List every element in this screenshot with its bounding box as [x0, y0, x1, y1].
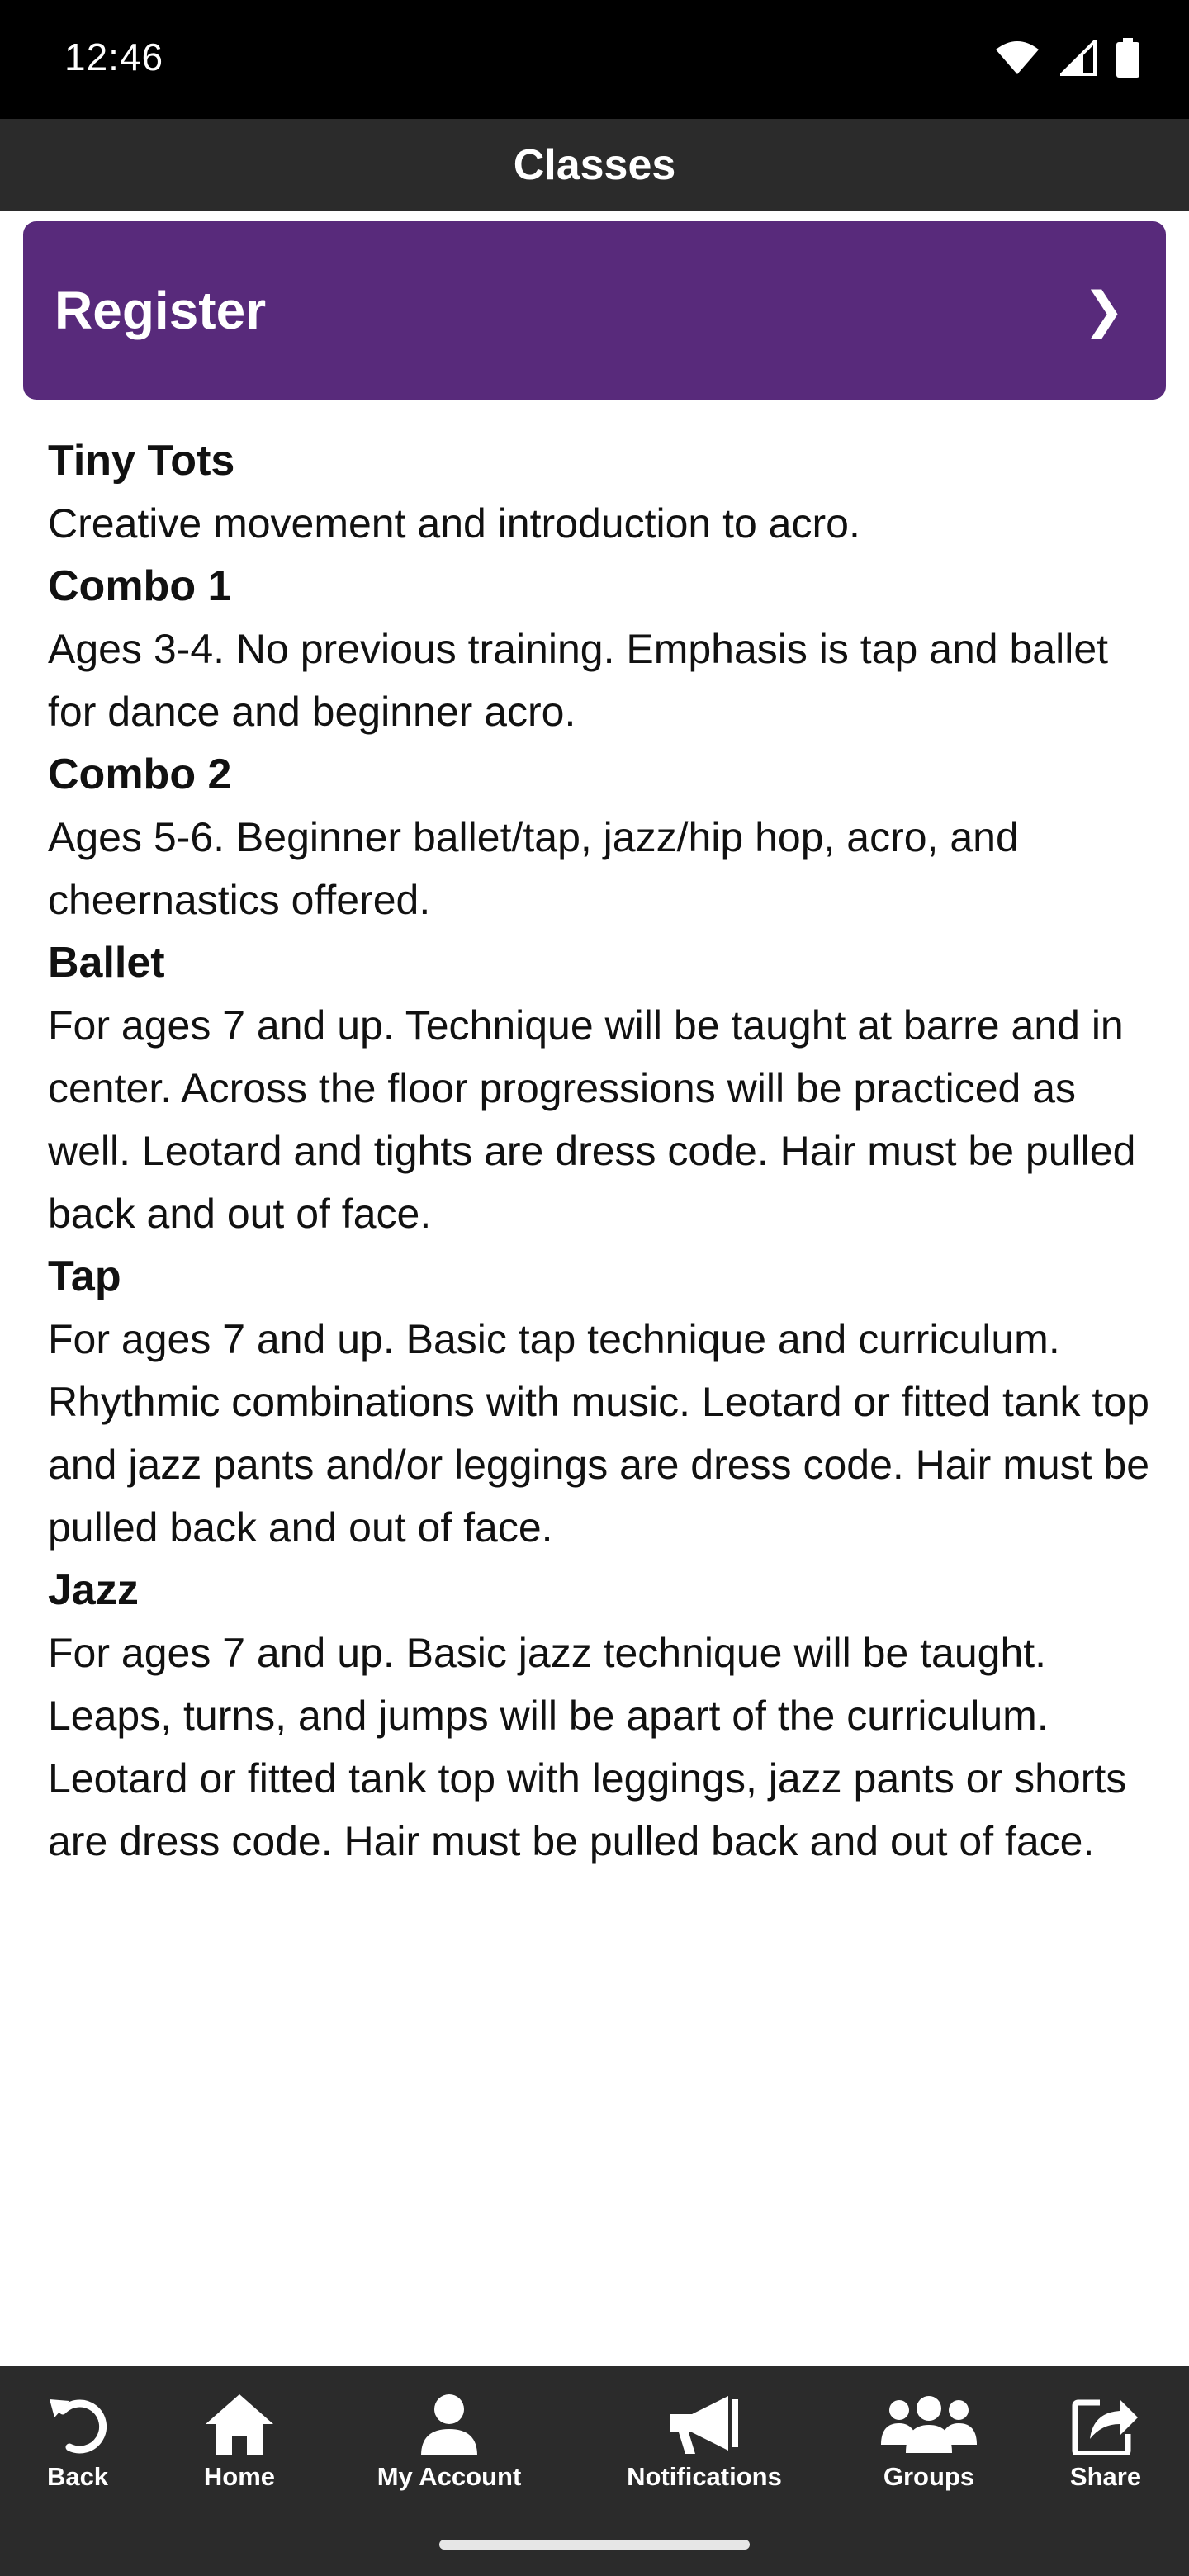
section-title-ballet: Ballet	[48, 939, 165, 987]
nav-groups[interactable]	[875, 2366, 983, 2507]
nav-notifications[interactable]	[611, 2366, 798, 2507]
nav-share[interactable]	[1060, 2366, 1151, 2507]
section-title-tiny-tots: Tiny Tots	[48, 437, 235, 485]
nav-back[interactable]	[33, 2366, 122, 2507]
megaphone-icon	[667, 2393, 741, 2455]
share-icon	[1072, 2393, 1139, 2455]
home-indicator[interactable]	[439, 2540, 750, 2550]
section-title-jazz: Jazz	[48, 1566, 139, 1614]
bottom-nav	[0, 2366, 1189, 2507]
back-arrow-icon	[45, 2393, 111, 2455]
section-body-tiny-tots: Creative movement and introduction to acro.	[48, 500, 860, 547]
section-body-combo-2: Ages 5-6. Beginner ballet/tap, jazz/hip hop, acro, and cheernastics offered.	[48, 814, 1019, 923]
signal-icon	[1060, 40, 1097, 76]
page-title: Classes	[513, 141, 676, 189]
register-label: Register	[54, 281, 267, 340]
section-title-tap: Tap	[48, 1252, 121, 1300]
nav-my-account[interactable]	[360, 2366, 538, 2507]
nav-groups-label: Groups	[883, 2462, 975, 2491]
groups-icon	[881, 2395, 977, 2453]
status-bar	[0, 0, 1189, 119]
register-button[interactable]	[23, 221, 1166, 400]
section-body-combo-1: Ages 3-4. No previous training. Emphasis is tap and ballet for dance and beginner acro.	[48, 626, 1109, 735]
status-icons	[994, 38, 1139, 78]
status-time: 12:46	[64, 36, 164, 78]
title-bar	[0, 119, 1189, 211]
battery-icon	[1116, 38, 1139, 78]
chevron-right-icon: ❯	[1082, 282, 1125, 338]
nav-notifications-label: Notifications	[627, 2462, 782, 2491]
section-title-combo-1: Combo 1	[48, 562, 232, 610]
home-icon	[204, 2393, 275, 2455]
classes-content	[48, 429, 1154, 2366]
wifi-icon	[994, 40, 1040, 76]
nav-back-label: Back	[46, 2462, 109, 2491]
nav-home-label: Home	[203, 2462, 276, 2491]
nav-home[interactable]	[190, 2366, 289, 2507]
section-body-ballet: For ages 7 and up. Technique will be taught at barre and in center. Across the floor progressions will be practiced as well. Leotard and tights are dress code. Hair must be pulled back and out of face.	[48, 1002, 1136, 1237]
account-icon	[418, 2393, 481, 2455]
section-title-combo-2: Combo 2	[48, 751, 232, 798]
gesture-bar	[0, 2507, 1189, 2576]
nav-share-label: Share	[1069, 2462, 1142, 2491]
section-body-tap: For ages 7 and up. Basic tap technique and curriculum. Rhythmic combinations with music. Leotard or fitted tank top and jazz pants and/or leggings are dress code. Hair must be pulled back and out of face.	[48, 1316, 1150, 1551]
section-body-jazz: For ages 7 and up. Basic jazz technique will be taught. Leaps, turns, and jumps will be apart of the curriculum. Leotard or fitted tank top with leggings, jazz pants or shorts are dress code. Hair must be pulled back and out of face.	[48, 1630, 1127, 1864]
nav-account-label: My Account	[377, 2462, 522, 2491]
